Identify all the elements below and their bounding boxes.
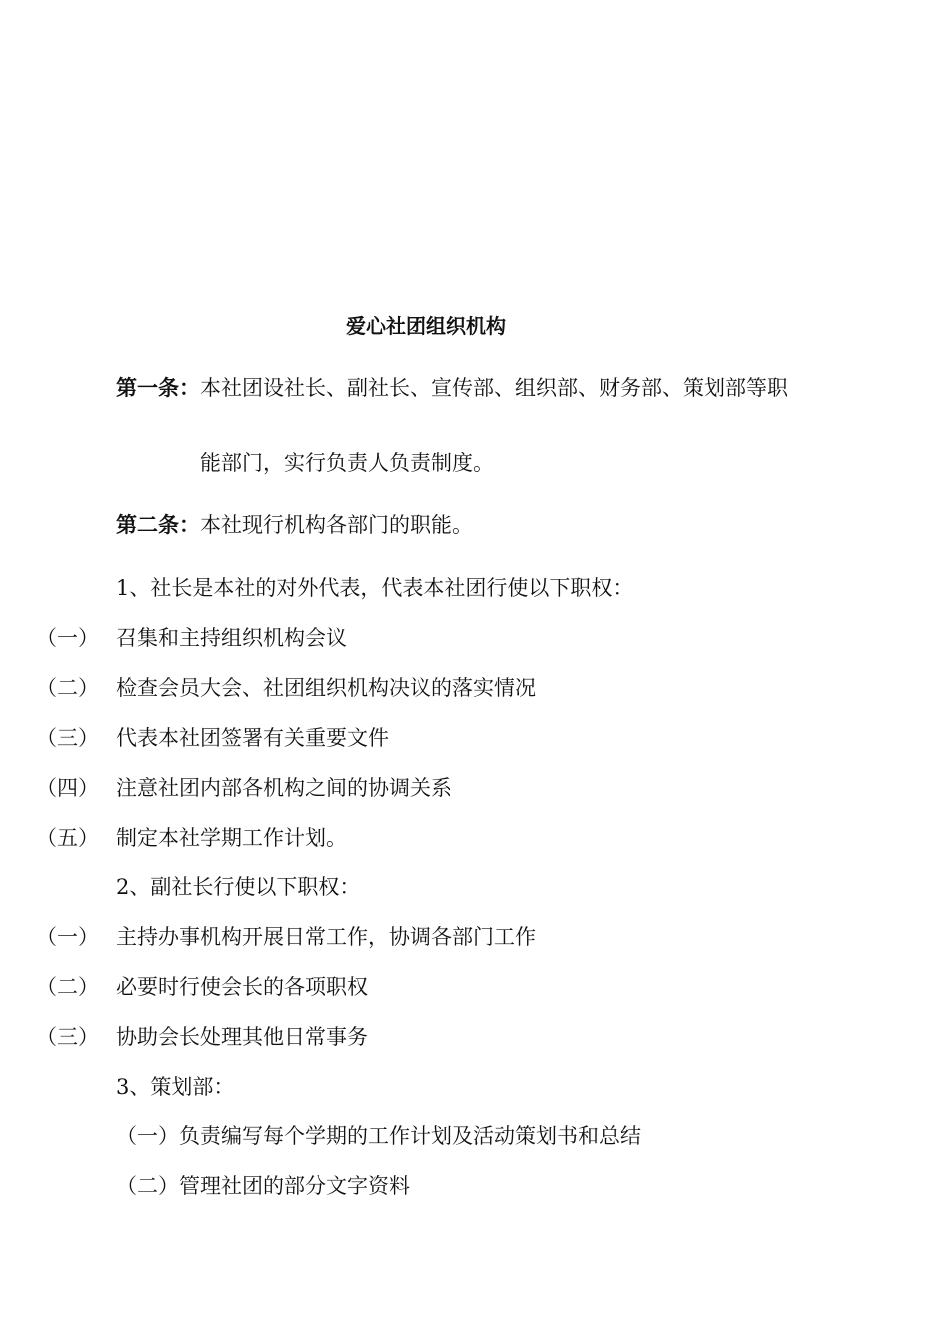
list-item-number: （一） (36, 626, 99, 650)
list-item-number: （三） (36, 726, 99, 750)
list-item-number: （二） (36, 676, 99, 700)
list-item-text: 召集和主持组织机构会议 (116, 626, 347, 650)
list-item-text: （二）管理社团的部分文字资料 (116, 1174, 410, 1198)
list-item-number: （二） (36, 975, 99, 999)
article-1-label: 第一条： (116, 376, 200, 400)
article-1-text-1: 本社团设社长、副社长、宣传部、组织部、财务部、策划部等职 (200, 376, 788, 400)
section-3-heading: 3、策划部： (116, 1075, 235, 1099)
list-item-number: （三） (36, 1025, 99, 1049)
list-item-number: （五） (36, 826, 99, 850)
article-2-line (116, 515, 473, 536)
article-1-line-2: 能部门，实行负责人负责制度。 (200, 451, 494, 475)
list-item-text: （一）负责编写每个学期的工作计划及活动策划书和总结 (116, 1124, 641, 1148)
article-2-text: 本社现行机构各部门的职能。 (200, 513, 473, 537)
list-item-text: 主持办事机构开展日常工作，协调各部门工作 (116, 925, 536, 949)
list-item-number: （四） (36, 776, 99, 800)
list-item-text: 必要时行使会长的各项职权 (116, 975, 368, 999)
list-item-text: 注意社团内部各机构之间的协调关系 (116, 776, 452, 800)
document-title: 爱心社团组织机构 (346, 314, 506, 338)
list-item-number: （一） (36, 925, 99, 949)
section-2-heading: 2、副社长行使以下职权： (116, 875, 361, 899)
article-1-line-1 (116, 378, 788, 399)
article-2-label: 第二条： (116, 513, 200, 537)
list-item-text: 制定本社学期工作计划。 (116, 826, 347, 850)
list-item-text: 代表本社团签署有关重要文件 (116, 726, 389, 750)
list-item-text: 协助会长处理其他日常事务 (116, 1025, 368, 1049)
list-item-text: 检查会员大会、社团组织机构决议的落实情况 (116, 676, 536, 700)
section-1-heading: 1、社长是本社的对外代表，代表本社团行使以下职权： (116, 576, 634, 600)
